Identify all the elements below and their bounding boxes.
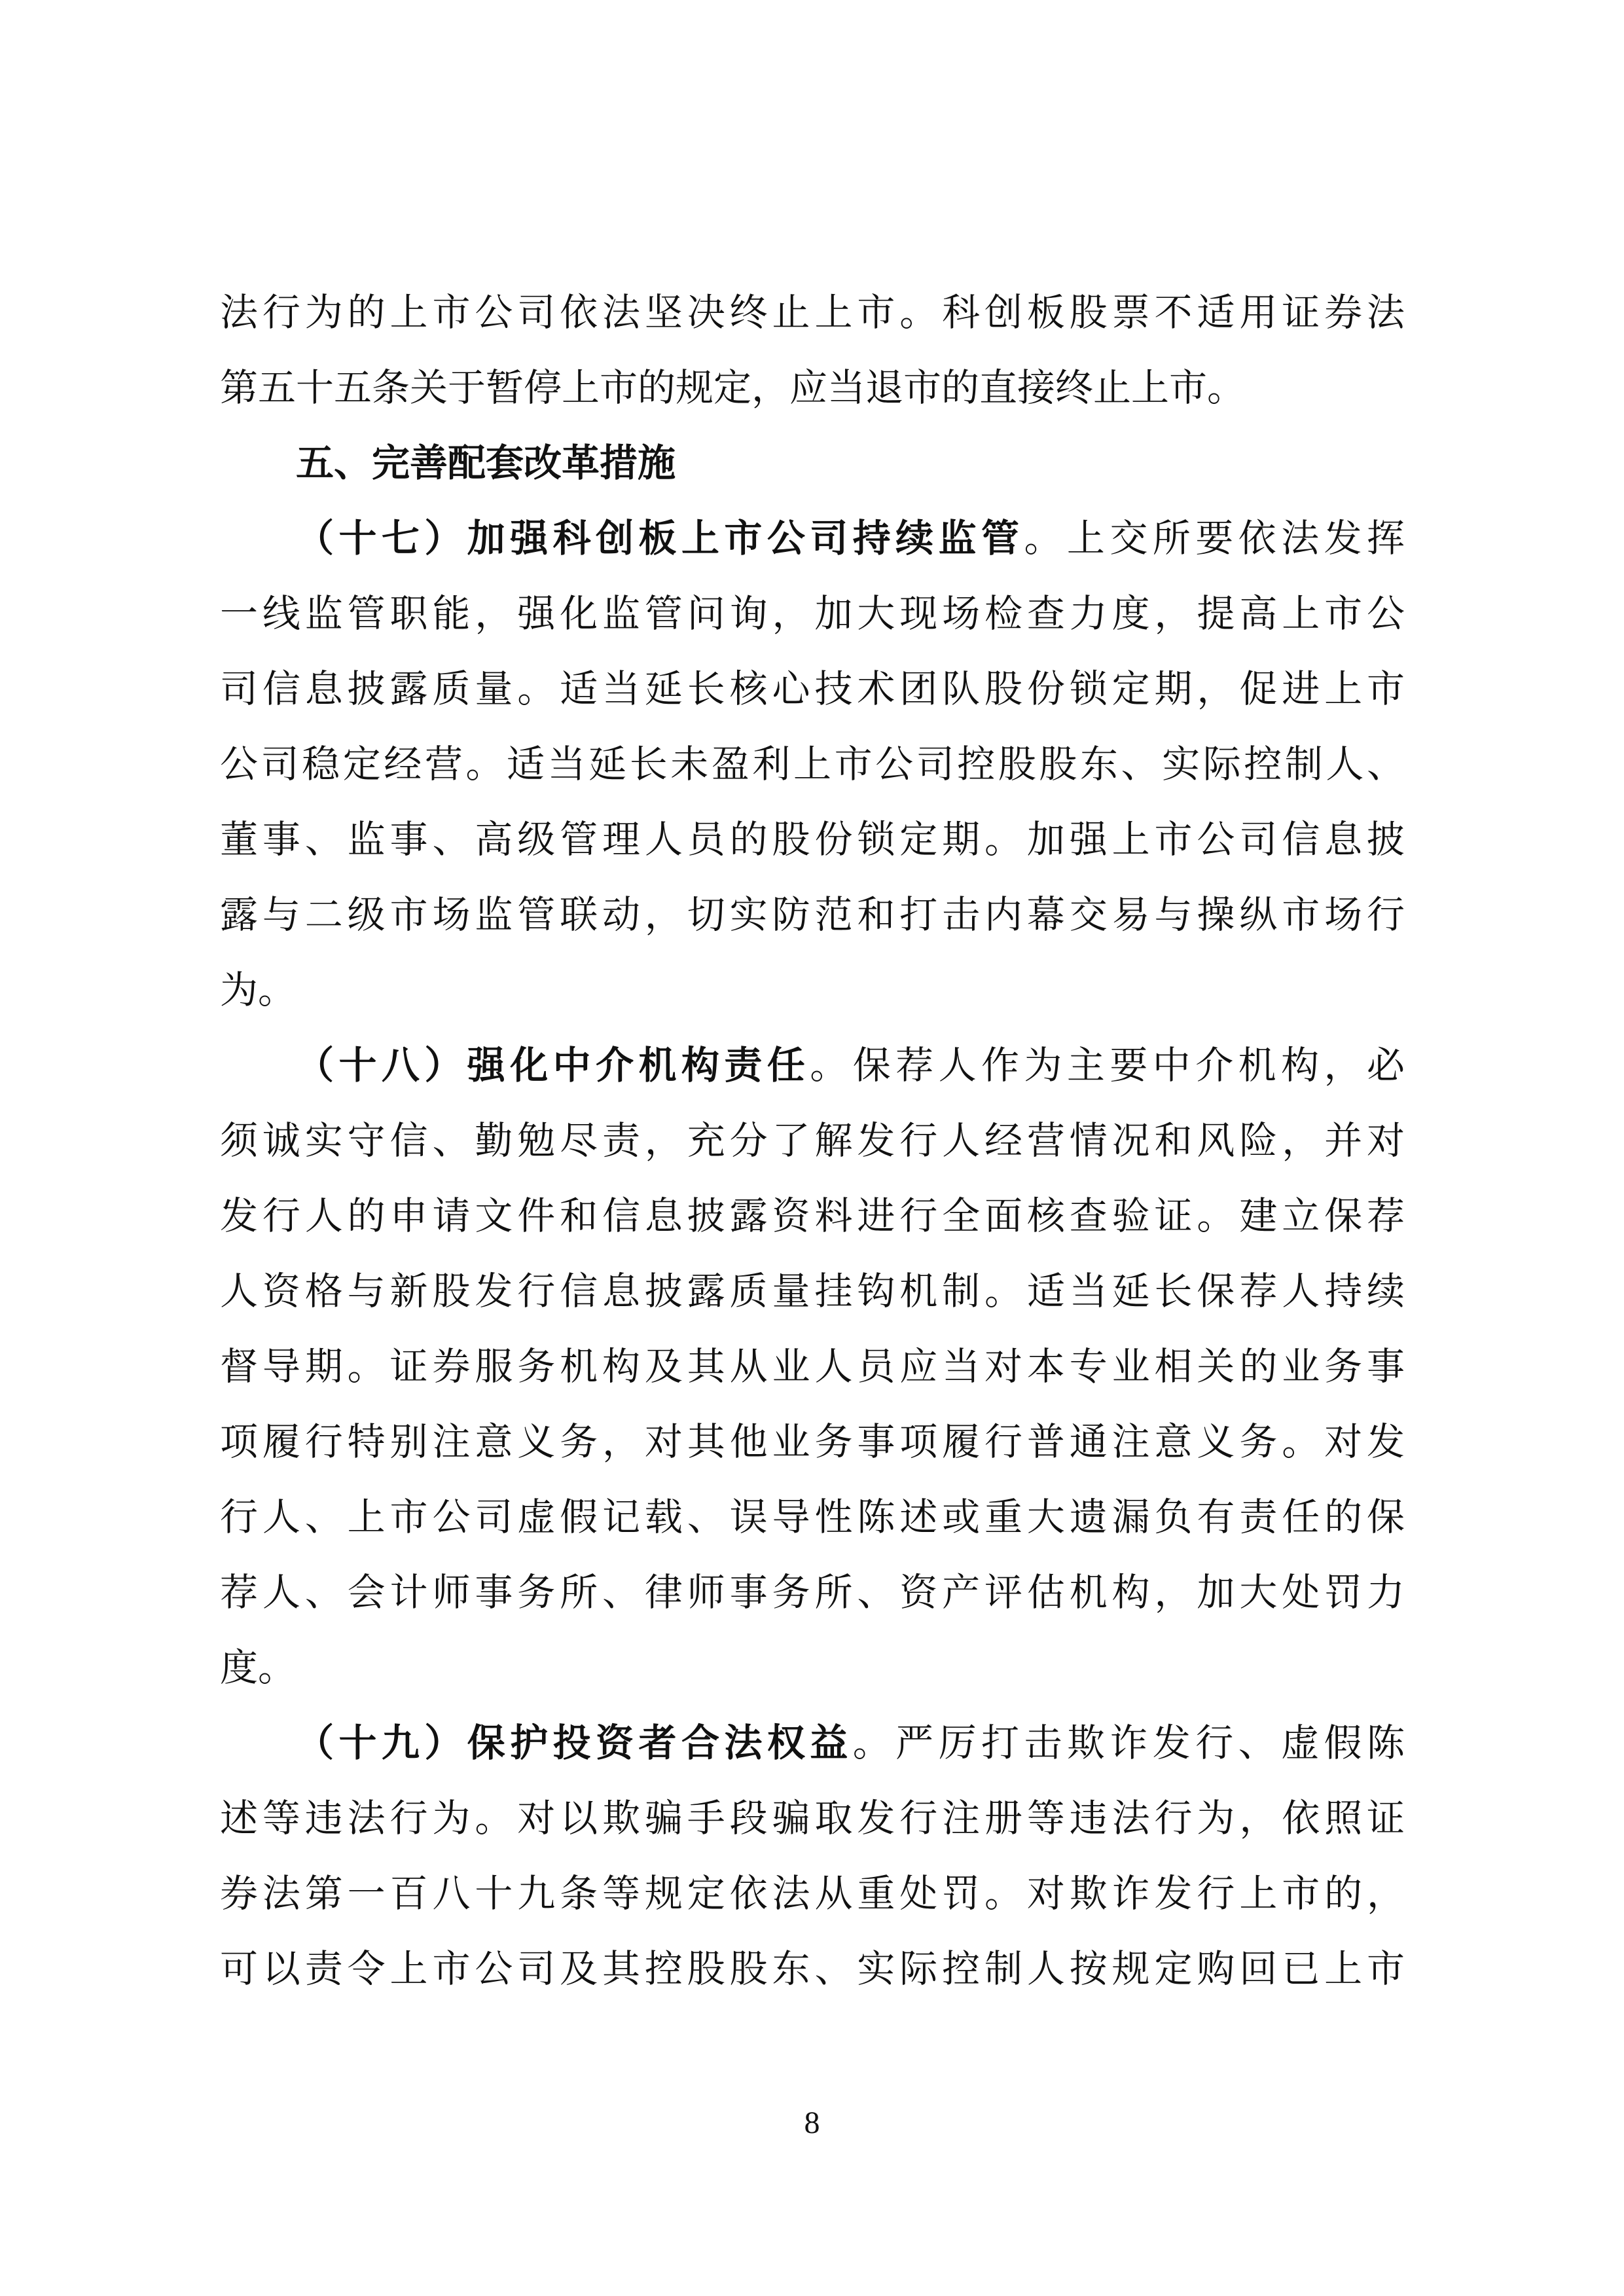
document-text <box>220 275 1405 2007</box>
paragraph-text: 。上交所要依法发挥 <box>1024 516 1405 560</box>
paragraph-line: 须诚实守信、勤勉尽责，充分了解发行人经营情况和风险，并对 <box>220 1118 1405 1163</box>
paragraph-first-line <box>220 1705 1405 1781</box>
item-title: （十七）加强科创板上市公司持续监管 <box>296 516 1024 560</box>
paragraph-line: 述等违法行为。对以欺骗手段骗取发行注册等违法行为，依照证 <box>220 1796 1405 1840</box>
paragraph-first-line <box>220 1028 1405 1103</box>
paragraph-line: 法行为的上市公司依法坚决终止上市。科创板股票不适用证券法 <box>220 290 1405 335</box>
paragraph-line: 度。 <box>220 1645 297 1690</box>
paragraph-line: 可以责令上市公司及其控股股东、实际控制人按规定购回已上市 <box>220 1946 1405 1991</box>
paragraph-line: 项履行特别注意义务，对其他业务事项履行普通注意义务。对发 <box>220 1419 1405 1464</box>
paragraph-line: 第五十五条关于暂停上市的规定，应当退市的直接终止上市。 <box>220 365 1246 410</box>
paragraph-line: 为。 <box>220 968 297 1012</box>
page-number: 8 <box>804 2105 820 2140</box>
paragraph-line: 司信息披露质量。适当延长核心技术团队股份锁定期，促进上市 <box>220 666 1405 711</box>
paragraph-line: 露与二级市场监管联动，切实防范和打击内幕交易与操纵市场行 <box>220 892 1405 937</box>
item-title: （十八）强化中介机构责任 <box>296 1043 810 1087</box>
paragraph-text: 。严厉打击欺诈发行、虚假陈 <box>852 1721 1405 1765</box>
paragraph-first-line <box>220 501 1405 576</box>
paragraph-line: 券法第一百八十九条等规定依法从重处罚。对欺诈发行上市的， <box>220 1871 1405 1916</box>
paragraph-line: 一线监管职能，强化监管问询，加大现场检查力度，提高上市公 <box>220 591 1405 636</box>
paragraph-line: 督导期。证券服务机构及其从业人员应当对本专业相关的业务事 <box>220 1344 1405 1389</box>
paragraph-line: 公司稳定经营。适当延长未盈利上市公司控股股东、实际控制人、 <box>220 742 1405 786</box>
section-heading: 五、完善配套改革措施 <box>296 441 676 485</box>
paragraph-line: 荐人、会计师事务所、律师事务所、资产评估机构，加大处罚力 <box>220 1570 1405 1614</box>
paragraph-text: 。保荐人作为主要中介机构，必 <box>810 1043 1405 1087</box>
item-title: （十九）保护投资者合法权益 <box>296 1721 853 1765</box>
paragraph-line: 董事、监事、高级管理人员的股份锁定期。加强上市公司信息披 <box>220 817 1405 862</box>
paragraph-line: 发行人的申请文件和信息披露资料进行全面核查验证。建立保荐 <box>220 1194 1405 1238</box>
paragraph-line: 行人、上市公司虚假记载、误导性陈述或重大遗漏负有责任的保 <box>220 1495 1405 1539</box>
paragraph-line: 人资格与新股发行信息披露质量挂钩机制。适当延长保荐人持续 <box>220 1269 1405 1313</box>
